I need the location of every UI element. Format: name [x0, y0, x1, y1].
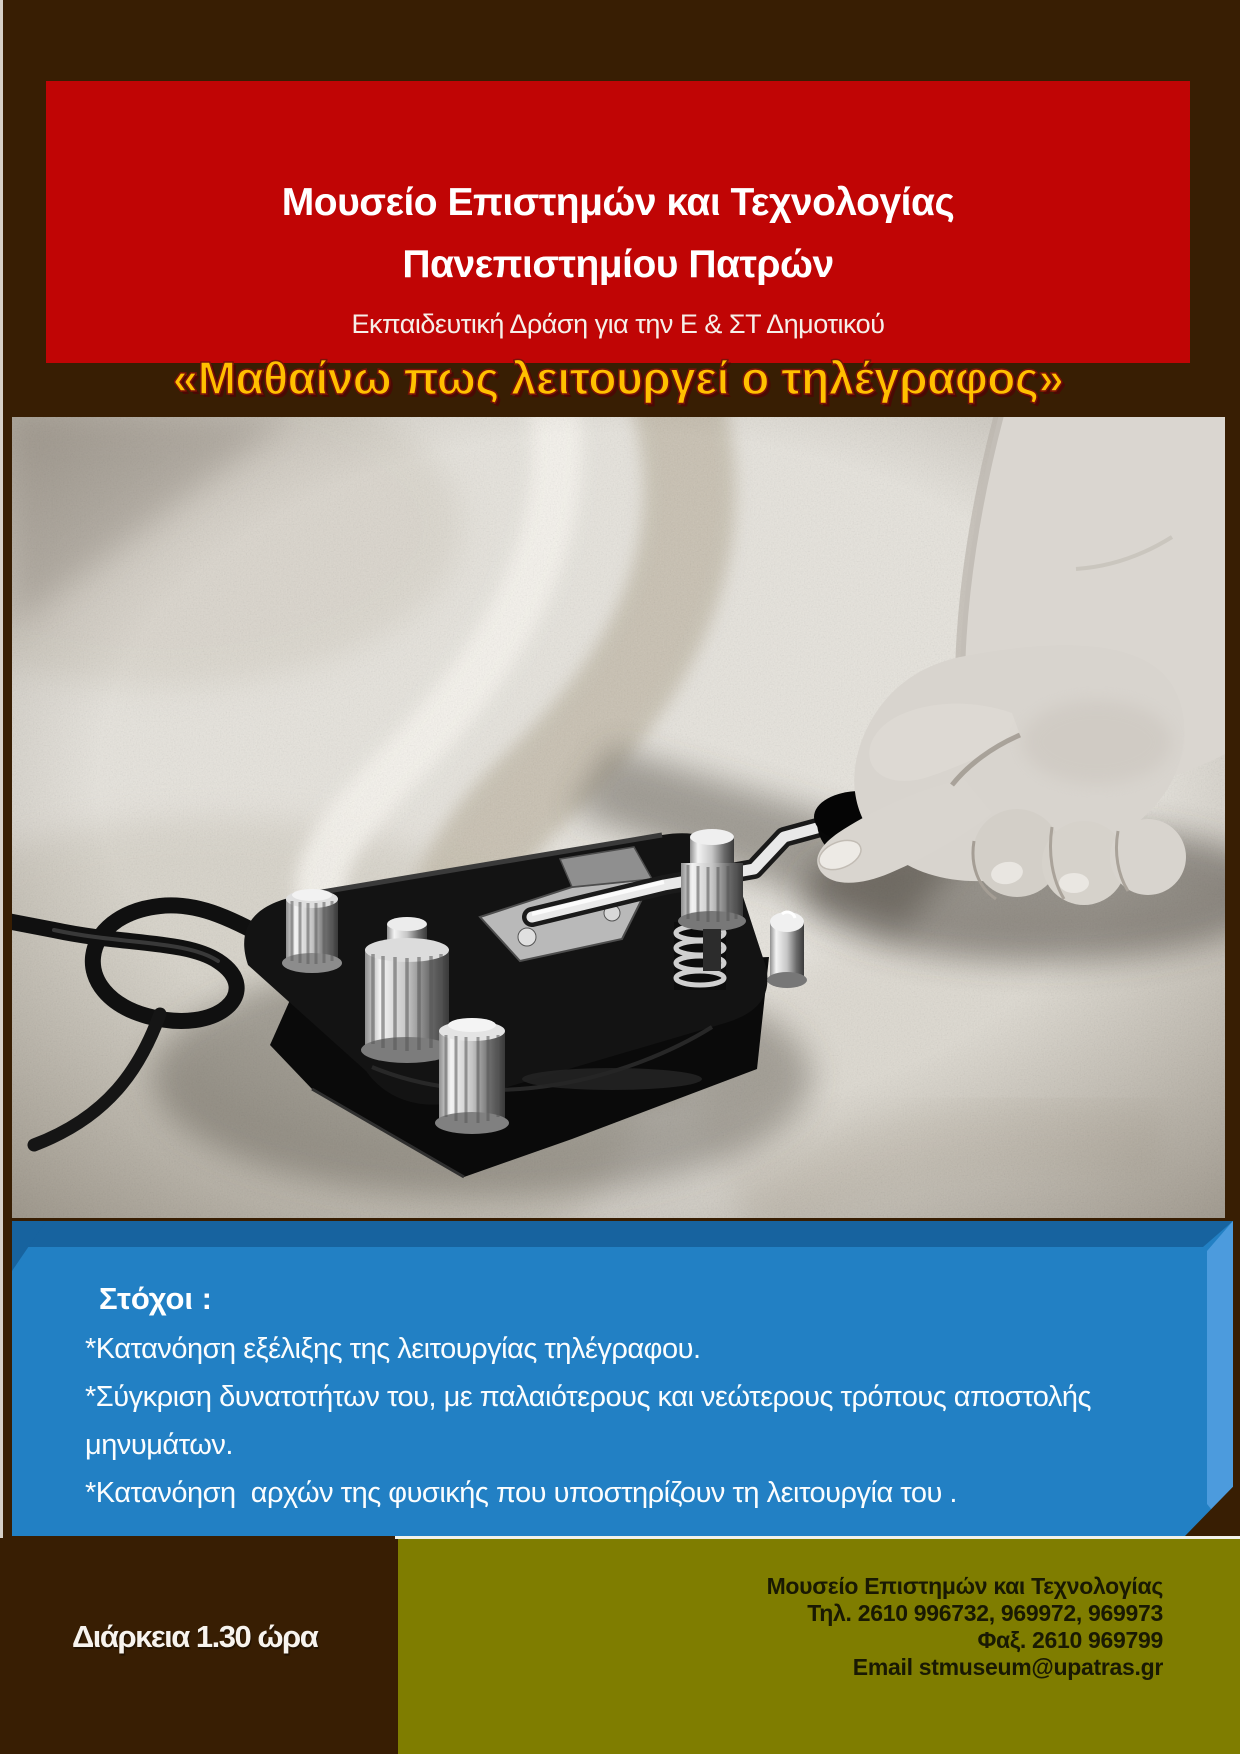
telegraph-photo-illustration	[12, 417, 1225, 1218]
contact-line-email: Email stmuseum@upatras.gr	[852, 1654, 1163, 1680]
education-subtitle: Εκπαιδευτική Δράση για την Ε & ΣΤ Δημοτικού	[351, 309, 885, 339]
museum-title-line1: Μουσείο Επιστημών και Τεχνολογίας	[281, 181, 955, 224]
contact-line-fax: Φαξ. 2610 969799	[977, 1627, 1163, 1653]
goal-line: *Κατανόηση αρχών της φυσικής που υποστηρίζουν τη λειτουργία του .	[85, 1477, 957, 1509]
museum-title-line2: Πανεπιστημίου Πατρών	[402, 243, 834, 286]
contact-line-museum: Μουσείο Επιστημών και Τεχνολογίας	[766, 1573, 1163, 1599]
goal-line: *Κατανόηση εξέλιξης της λειτουργίας τηλέγραφου.	[85, 1333, 701, 1365]
goals-panel-right-bevel	[1207, 1221, 1233, 1536]
duration-label: Διάρκεια 1.30 ώρα	[72, 1619, 318, 1654]
goals-panel-top-bevel	[12, 1221, 1233, 1247]
goals-panel	[12, 1221, 1233, 1536]
contact-line-phone: Τηλ. 2610 996732, 969972, 969973	[807, 1600, 1163, 1626]
goals-heading: Στόχοι :	[99, 1281, 212, 1316]
contact-block	[767, 1573, 1163, 1681]
header-red-banner	[46, 81, 1190, 404]
program-headline: «Μαθαίνω πως λειτουργεί ο τηλέγραφος»	[172, 352, 1064, 404]
goal-line: μηνυμάτων.	[85, 1429, 233, 1461]
goal-line: *Σύγκριση δυνατοτήτων του, με παλαιότερους και νεώτερους τρόπους αποστολής	[85, 1381, 1091, 1413]
telegraph-photo	[12, 417, 1225, 1218]
scan-edge-strip	[0, 0, 3, 1538]
goals-list	[85, 1325, 1091, 1517]
contact-panel	[398, 1539, 1240, 1754]
